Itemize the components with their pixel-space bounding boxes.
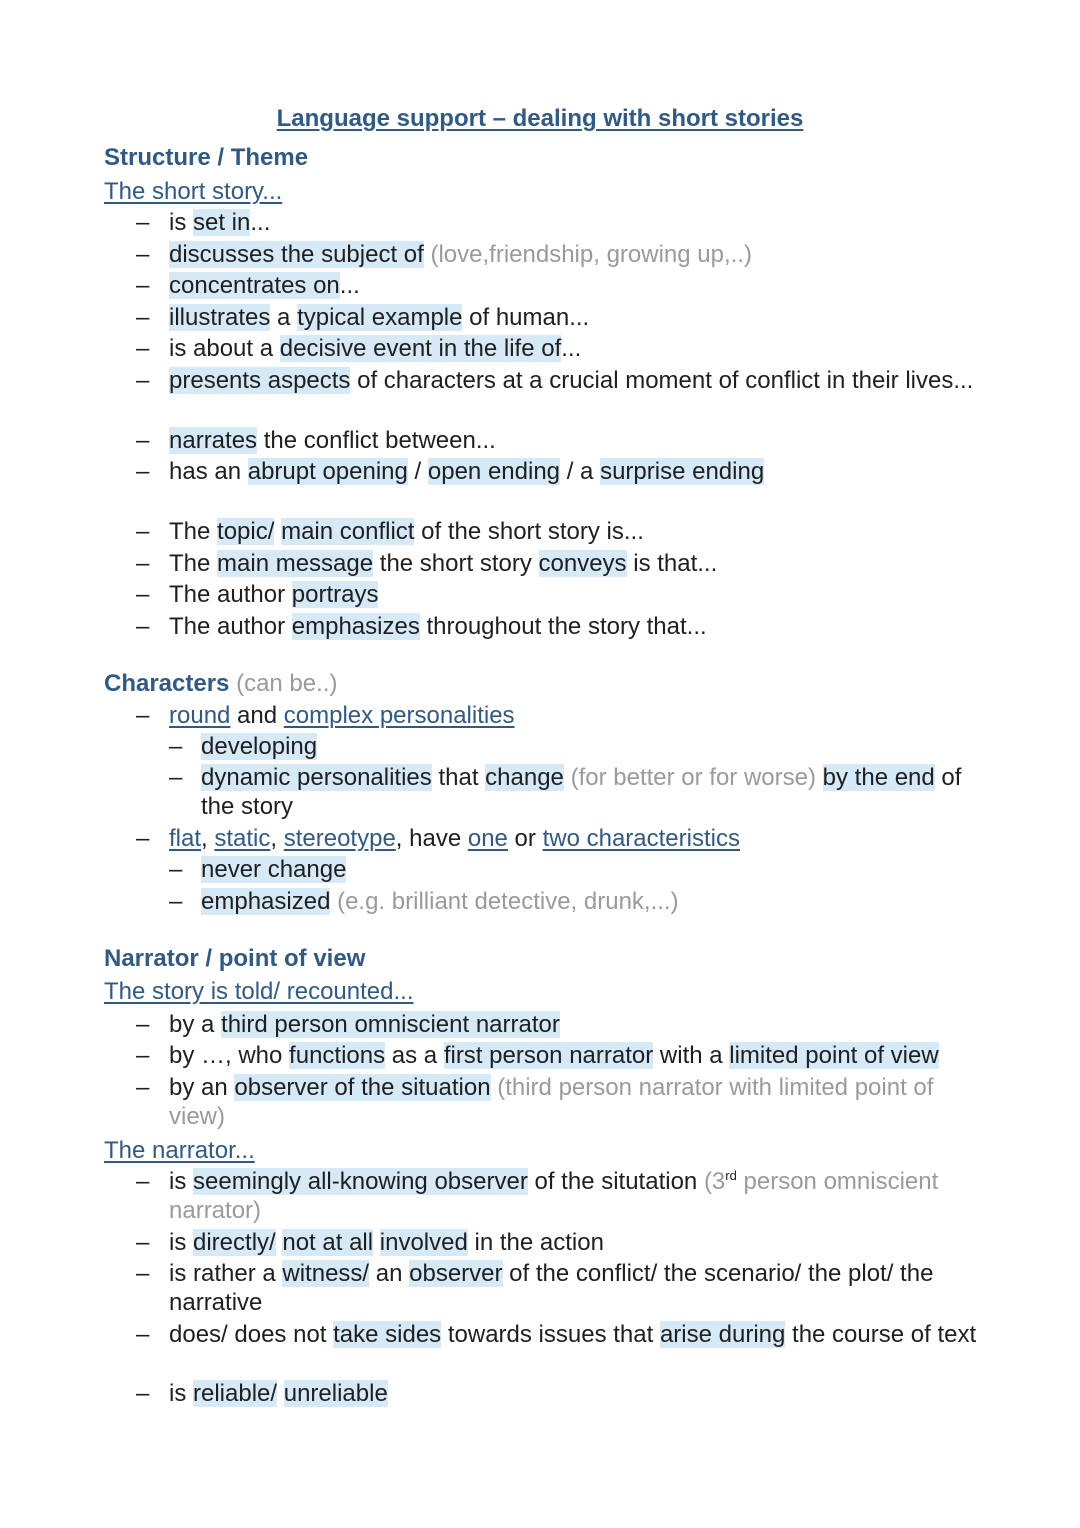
bullet-dash: – <box>136 518 150 545</box>
item-text: rd <box>725 1168 737 1183</box>
item-text: is that... <box>626 550 718 577</box>
list-item <box>169 763 984 821</box>
item-text: , <box>201 825 215 852</box>
item-text: towards issues that <box>441 1321 660 1348</box>
highlighted-text: not at all <box>282 1229 374 1256</box>
item-text: The <box>169 550 218 577</box>
list-item <box>136 426 984 455</box>
highlighted-text: narrates <box>169 427 258 454</box>
note-text: (third person narrator with limited point of view) <box>169 1074 934 1130</box>
bullet-dash: – <box>136 272 150 299</box>
list-item <box>136 240 984 269</box>
note-text: (for better or for worse) <box>570 764 816 791</box>
list-item-flat <box>136 824 984 853</box>
bullet-dash: – <box>169 733 183 760</box>
item-text: the course of text <box>785 1321 977 1348</box>
bullet-dash: – <box>136 304 150 331</box>
narrator-heading: Narrator / point of view <box>104 945 366 972</box>
item-text: ... <box>561 335 582 362</box>
highlighted-text: reliable/ <box>193 1380 278 1407</box>
underlined-term: static <box>214 825 271 852</box>
item-text: by …, who <box>169 1042 290 1069</box>
structure-heading: Structure / Theme <box>104 144 309 171</box>
item-text: ... <box>250 209 271 236</box>
list-item <box>136 1167 984 1225</box>
item-text: does/ does not <box>169 1321 334 1348</box>
list-item <box>136 517 984 546</box>
highlighted-text: surprise ending <box>600 458 765 485</box>
highlighted-text: take sides <box>333 1321 442 1348</box>
item-text <box>277 1380 284 1407</box>
bullet-dash: – <box>136 613 150 640</box>
highlighted-text: arise during <box>659 1321 786 1348</box>
bullet-dash: – <box>136 1260 150 1287</box>
list-item <box>136 457 984 486</box>
list-item <box>136 366 984 395</box>
highlighted-text: abrupt opening <box>247 458 408 485</box>
item-text <box>564 764 571 791</box>
highlighted-text: discusses the subject of <box>169 241 424 268</box>
highlighted-text: dynamic personalities <box>201 764 432 791</box>
note-text: person omniscient narrator) <box>169 1168 939 1224</box>
list-item <box>136 1041 984 1070</box>
item-text: is <box>169 1168 193 1195</box>
item-text: throughout the story that... <box>419 613 707 640</box>
item-text: The <box>169 518 218 545</box>
item-text: , have <box>395 825 468 852</box>
list-item <box>136 334 984 363</box>
bullet-dash: – <box>136 550 150 577</box>
item-text: of the conflict/ the scenario/ the plot/ the narrative <box>169 1260 934 1316</box>
list-item <box>136 580 984 609</box>
underlined-term: one <box>467 825 508 852</box>
item-text: is rather a <box>169 1260 283 1287</box>
underlined-term: stereotype <box>283 825 396 852</box>
list-item <box>136 303 984 332</box>
underlined-term: round <box>169 702 231 729</box>
bullet-dash: – <box>136 335 150 362</box>
list-item <box>136 1379 984 1408</box>
item-text: is <box>169 1380 193 1407</box>
highlighted-text: concentrates on <box>169 272 340 299</box>
item-text: that <box>431 764 486 791</box>
bullet-dash: – <box>136 367 150 394</box>
item-text: of human... <box>462 304 590 331</box>
underlined-term: flat <box>169 825 202 852</box>
list-item <box>169 732 984 761</box>
highlighted-text: illustrates <box>169 304 271 331</box>
item-text: The author <box>169 613 292 640</box>
highlighted-text: functions <box>289 1042 386 1069</box>
list-item <box>136 549 984 578</box>
bullet-dash: – <box>136 1168 150 1195</box>
highlighted-text: change <box>485 764 564 791</box>
bullet-dash: – <box>136 458 150 485</box>
item-text: as a <box>385 1042 444 1069</box>
list-item-round <box>136 701 984 730</box>
item-text: / a <box>560 458 601 485</box>
list-item <box>136 1228 984 1257</box>
characters-heading-note: (can be..) <box>236 670 338 697</box>
highlighted-text: emphasizes <box>291 613 420 640</box>
bullet-dash: – <box>136 702 150 729</box>
highlighted-text: unreliable <box>283 1380 388 1407</box>
item-text: of characters at a crucial moment of conflict in their lives... <box>350 367 974 394</box>
item-text: or <box>507 825 543 852</box>
list-item <box>169 887 984 916</box>
narrator-subheading-narrator: The narrator... <box>104 1137 255 1164</box>
list-item <box>136 612 984 641</box>
item-text: the short story <box>373 550 539 577</box>
note-text: (e.g. brilliant detective, drunk,...) <box>337 888 679 915</box>
item-text: of the short story is... <box>414 518 644 545</box>
note-text: (3 <box>703 1168 726 1195</box>
item-text: the conflict between... <box>257 427 496 454</box>
highlighted-text: decisive event in the life of <box>279 335 562 362</box>
highlighted-text: conveys <box>538 550 627 577</box>
bullet-dash: – <box>136 209 150 236</box>
item-text <box>816 764 823 791</box>
highlighted-text: topic/ <box>217 518 275 545</box>
note-text: (love,friendship, growing up,..) <box>430 241 752 268</box>
list-item <box>136 1010 984 1039</box>
item-text: The author <box>169 581 292 608</box>
item-text <box>373 1229 380 1256</box>
bullet-dash: – <box>136 1042 150 1069</box>
highlighted-text: involved <box>379 1229 468 1256</box>
underlined-term: complex personalities <box>283 702 515 729</box>
bullet-dash: – <box>136 241 150 268</box>
highlighted-text: open ending <box>427 458 561 485</box>
characters-heading: Characters (can be..) <box>104 670 338 697</box>
item-text: / <box>407 458 428 485</box>
item-text: by an <box>169 1074 235 1101</box>
highlighted-text: witness/ <box>282 1260 370 1287</box>
highlighted-text: main conflict <box>281 518 415 545</box>
item-text: is about a <box>169 335 280 362</box>
highlighted-text: typical example <box>297 304 463 331</box>
highlighted-text: developing <box>201 733 318 760</box>
bullet-dash: – <box>136 1011 150 1038</box>
highlighted-text: set in <box>193 209 251 236</box>
list-item <box>136 208 984 237</box>
highlighted-text: by the end <box>822 764 935 791</box>
highlighted-text: limited point of view <box>729 1042 939 1069</box>
list-item <box>136 1320 984 1349</box>
bullet-dash: – <box>136 1380 150 1407</box>
item-text: , <box>270 825 284 852</box>
list-item <box>136 1259 984 1317</box>
bullet-dash: – <box>136 1321 150 1348</box>
document-title: Language support – dealing with short stories <box>276 105 804 132</box>
item-text: is <box>169 209 193 236</box>
bullet-dash: – <box>136 1229 150 1256</box>
item-text: an <box>369 1260 410 1287</box>
highlighted-text: main message <box>217 550 374 577</box>
bullet-dash: – <box>136 1074 150 1101</box>
bullet-dash: – <box>169 856 183 883</box>
item-text: in the action <box>467 1229 604 1256</box>
highlighted-text: seemingly all-knowing observer <box>193 1168 528 1195</box>
bullet-dash: – <box>136 825 150 852</box>
item-text: by a <box>169 1011 222 1038</box>
bullet-dash: – <box>169 888 183 915</box>
item-text: of the story <box>201 764 962 820</box>
highlighted-text: portrays <box>291 581 379 608</box>
highlighted-text: emphasized <box>201 888 331 915</box>
item-text: a <box>270 304 298 331</box>
list-item <box>136 271 984 300</box>
underlined-term: two characteristics <box>542 825 740 852</box>
narrator-subheading-story: The story is told/ recounted... <box>104 978 414 1005</box>
highlighted-text: directly/ <box>193 1229 276 1256</box>
structure-subheading: The short story... <box>104 178 283 205</box>
item-text: has an <box>169 458 248 485</box>
item-text: is <box>169 1229 193 1256</box>
item-text: ... <box>339 272 360 299</box>
item-text: of the situtation <box>527 1168 704 1195</box>
item-text: with a <box>653 1042 730 1069</box>
list-item <box>136 1073 984 1131</box>
highlighted-text: never change <box>201 856 347 883</box>
list-item <box>169 855 984 884</box>
bullet-dash: – <box>136 581 150 608</box>
item-text: and <box>230 702 284 729</box>
highlighted-text: first person narrator <box>443 1042 654 1069</box>
highlighted-text: observer of the situation <box>234 1074 491 1101</box>
bullet-dash: – <box>169 764 183 791</box>
highlighted-text: presents aspects <box>169 367 351 394</box>
bullet-dash: – <box>136 427 150 454</box>
highlighted-text: third person omniscient narrator <box>221 1011 560 1038</box>
highlighted-text: observer <box>409 1260 503 1287</box>
